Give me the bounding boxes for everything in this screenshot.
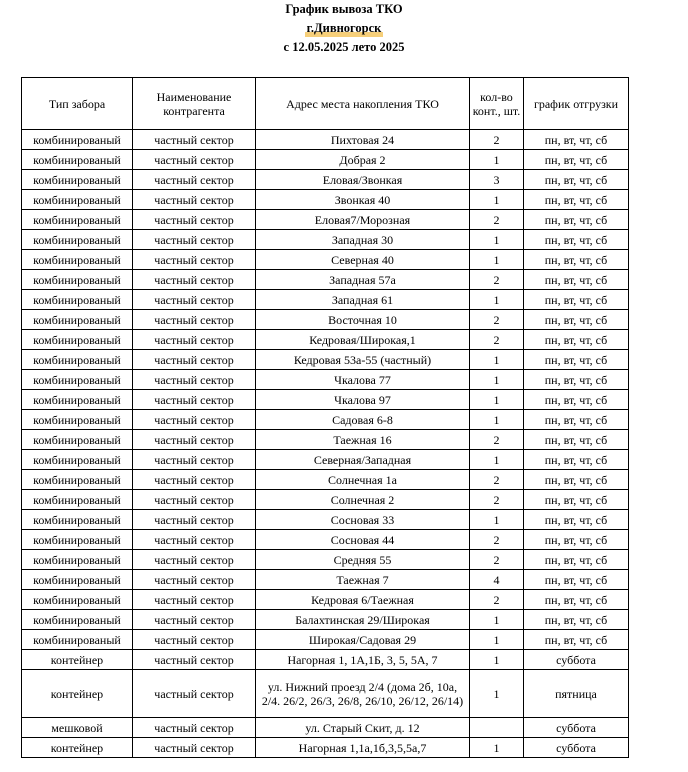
cell-schedule: пн, вт, чт, сб xyxy=(524,410,629,430)
cell-count xyxy=(470,718,524,738)
cell-count: 1 xyxy=(470,610,524,630)
cell-address: Средняя 55 xyxy=(256,550,470,570)
cell-schedule: пн, вт, чт, сб xyxy=(524,210,629,230)
cell-count: 2 xyxy=(470,310,524,330)
cell-schedule: пн, вт, чт, сб xyxy=(524,370,629,390)
cell-count: 1 xyxy=(470,250,524,270)
cell-address: Нагорная 1,1а,1б,3,5,5а,7 xyxy=(256,738,470,758)
document-header xyxy=(0,0,688,57)
cell-address: Нагорная 1, 1А,1Б, 3, 5, 5А, 7 xyxy=(256,650,470,670)
cell-schedule: пн, вт, чт, сб xyxy=(524,450,629,470)
cell-type: комбинированый xyxy=(22,250,133,270)
cell-schedule: пн, вт, чт, сб xyxy=(524,510,629,530)
table-row xyxy=(22,130,629,150)
cell-count: 1 xyxy=(470,230,524,250)
cell-contractor: частный сектор xyxy=(133,370,256,390)
cell-schedule: пн, вт, чт, сб xyxy=(524,270,629,290)
cell-contractor: частный сектор xyxy=(133,290,256,310)
cell-contractor: частный сектор xyxy=(133,210,256,230)
cell-type: комбинированый xyxy=(22,510,133,530)
cell-type: комбинированый xyxy=(22,490,133,510)
cell-type: контейнер xyxy=(22,670,133,718)
table-row xyxy=(22,210,629,230)
cell-contractor: частный сектор xyxy=(133,670,256,718)
cell-address: Кедровая 53а-55 (частный) xyxy=(256,350,470,370)
cell-type: комбинированый xyxy=(22,430,133,450)
column-header-schedule: график отгрузки xyxy=(524,78,629,130)
cell-count: 2 xyxy=(470,470,524,490)
cell-contractor: частный сектор xyxy=(133,590,256,610)
cell-count: 2 xyxy=(470,270,524,290)
cell-schedule: пн, вт, чт, сб xyxy=(524,470,629,490)
cell-address: ул. Нижний проезд 2/4 (дома 2б, 10а, 2/4. 26/2, 26/3, 26/8, 26/10, 26/12, 26/14) xyxy=(256,670,470,718)
cell-schedule: пн, вт, чт, сб xyxy=(524,590,629,610)
table-row xyxy=(22,410,629,430)
cell-type: комбинированый xyxy=(22,630,133,650)
cell-type: комбинированый xyxy=(22,310,133,330)
cell-contractor: частный сектор xyxy=(133,410,256,430)
cell-type: комбинированый xyxy=(22,190,133,210)
cell-count: 2 xyxy=(470,550,524,570)
cell-type: контейнер xyxy=(22,650,133,670)
cell-type: мешковой xyxy=(22,718,133,738)
cell-contractor: частный сектор xyxy=(133,350,256,370)
cell-contractor: частный сектор xyxy=(133,250,256,270)
cell-schedule: пн, вт, чт, сб xyxy=(524,350,629,370)
cell-address: Западная 57а xyxy=(256,270,470,290)
table-row xyxy=(22,150,629,170)
cell-type: комбинированый xyxy=(22,230,133,250)
cell-count: 1 xyxy=(470,510,524,530)
cell-count: 1 xyxy=(470,150,524,170)
cell-type: комбинированый xyxy=(22,410,133,430)
cell-schedule: пн, вт, чт, сб xyxy=(524,430,629,450)
cell-type: комбинированый xyxy=(22,470,133,490)
table-row xyxy=(22,270,629,290)
schedule-table xyxy=(21,77,629,758)
cell-schedule: пн, вт, чт, сб xyxy=(524,250,629,270)
cell-address: Солнечная 2 xyxy=(256,490,470,510)
table-row xyxy=(22,610,629,630)
cell-address: Еловая7/Морозная xyxy=(256,210,470,230)
cell-schedule: пн, вт, чт, сб xyxy=(524,490,629,510)
cell-type: комбинированый xyxy=(22,130,133,150)
cell-count: 1 xyxy=(470,410,524,430)
cell-address: Таежная 16 xyxy=(256,430,470,450)
cell-address: ул. Старый Скит, д. 12 xyxy=(256,718,470,738)
cell-count: 1 xyxy=(470,370,524,390)
cell-address: Садовая 6-8 xyxy=(256,410,470,430)
column-header-type: Тип забора xyxy=(22,78,133,130)
table-row xyxy=(22,530,629,550)
city-text: г.Дивногорск xyxy=(306,21,382,35)
table-row xyxy=(22,670,629,718)
cell-type: комбинированый xyxy=(22,550,133,570)
cell-address: Таежная 7 xyxy=(256,570,470,590)
cell-count: 1 xyxy=(470,738,524,758)
cell-count: 2 xyxy=(470,130,524,150)
table-row xyxy=(22,650,629,670)
cell-type: контейнер xyxy=(22,738,133,758)
cell-contractor: частный сектор xyxy=(133,430,256,450)
cell-schedule: пн, вт, чт, сб xyxy=(524,330,629,350)
cell-address: Восточная 10 xyxy=(256,310,470,330)
cell-address: Кедровая 6/Таежная xyxy=(256,590,470,610)
cell-contractor: частный сектор xyxy=(133,570,256,590)
cell-schedule: пн, вт, чт, сб xyxy=(524,550,629,570)
table-row xyxy=(22,718,629,738)
cell-contractor: частный сектор xyxy=(133,390,256,410)
table-row xyxy=(22,330,629,350)
cell-type: комбинированый xyxy=(22,570,133,590)
cell-address: Звонкая 40 xyxy=(256,190,470,210)
cell-address: Пихтовая 24 xyxy=(256,130,470,150)
table-row xyxy=(22,430,629,450)
table-row xyxy=(22,170,629,190)
cell-count: 1 xyxy=(470,670,524,718)
table-row xyxy=(22,370,629,390)
cell-count: 3 xyxy=(470,170,524,190)
cell-type: комбинированый xyxy=(22,270,133,290)
cell-count: 2 xyxy=(470,430,524,450)
table-row xyxy=(22,510,629,530)
cell-schedule: суббота xyxy=(524,650,629,670)
cell-address: Чкалова 97 xyxy=(256,390,470,410)
table-row xyxy=(22,250,629,270)
cell-type: комбинированый xyxy=(22,390,133,410)
cell-schedule: пятница xyxy=(524,670,629,718)
cell-contractor: частный сектор xyxy=(133,550,256,570)
cell-contractor: частный сектор xyxy=(133,630,256,650)
cell-schedule: пн, вт, чт, сб xyxy=(524,570,629,590)
cell-type: комбинированый xyxy=(22,290,133,310)
cell-contractor: частный сектор xyxy=(133,170,256,190)
cell-address: Добрая 2 xyxy=(256,150,470,170)
cell-contractor: частный сектор xyxy=(133,310,256,330)
column-header-address: Адрес места накопления ТКО xyxy=(256,78,470,130)
cell-address: Северная/Западная xyxy=(256,450,470,470)
cell-contractor: частный сектор xyxy=(133,150,256,170)
document-title: График вывоза ТКО xyxy=(285,2,403,16)
table-row xyxy=(22,290,629,310)
cell-contractor: частный сектор xyxy=(133,650,256,670)
cell-type: комбинированый xyxy=(22,370,133,390)
table-row xyxy=(22,570,629,590)
cell-contractor: частный сектор xyxy=(133,330,256,350)
cell-address: Западная 30 xyxy=(256,230,470,250)
cell-count: 2 xyxy=(470,330,524,350)
cell-contractor: частный сектор xyxy=(133,510,256,530)
cell-type: комбинированый xyxy=(22,530,133,550)
cell-count: 1 xyxy=(470,290,524,310)
cell-type: комбинированый xyxy=(22,150,133,170)
cell-count: 2 xyxy=(470,210,524,230)
cell-schedule: пн, вт, чт, сб xyxy=(524,190,629,210)
table-row xyxy=(22,590,629,610)
cell-count: 2 xyxy=(470,590,524,610)
table-row xyxy=(22,630,629,650)
cell-type: комбинированый xyxy=(22,330,133,350)
cell-address: Сосновая 44 xyxy=(256,530,470,550)
cell-address: Широкая/Садовая 29 xyxy=(256,630,470,650)
cell-schedule: суббота xyxy=(524,718,629,738)
table-header-row xyxy=(22,78,629,130)
cell-contractor: частный сектор xyxy=(133,738,256,758)
cell-address: Чкалова 77 xyxy=(256,370,470,390)
table-row xyxy=(22,550,629,570)
table-row xyxy=(22,450,629,470)
cell-type: комбинированый xyxy=(22,590,133,610)
cell-contractor: частный сектор xyxy=(133,718,256,738)
cell-schedule: пн, вт, чт, сб xyxy=(524,150,629,170)
cell-address: Сосновая 33 xyxy=(256,510,470,530)
period-line: с 12.05.2025 лето 2025 xyxy=(283,40,405,54)
cell-count: 1 xyxy=(470,390,524,410)
table-row xyxy=(22,738,629,758)
cell-schedule: пн, вт, чт, сб xyxy=(524,230,629,250)
table-row xyxy=(22,350,629,370)
cell-address: Солнечная 1а xyxy=(256,470,470,490)
cell-contractor: частный сектор xyxy=(133,470,256,490)
cell-schedule: пн, вт, чт, сб xyxy=(524,530,629,550)
city-line xyxy=(0,19,688,38)
cell-contractor: частный сектор xyxy=(133,490,256,510)
cell-contractor: частный сектор xyxy=(133,610,256,630)
cell-contractor: частный сектор xyxy=(133,190,256,210)
column-header-count: кол-во конт., шт. xyxy=(470,78,524,130)
cell-count: 1 xyxy=(470,450,524,470)
cell-contractor: частный сектор xyxy=(133,230,256,250)
cell-count: 1 xyxy=(470,190,524,210)
cell-count: 1 xyxy=(470,650,524,670)
cell-schedule: пн, вт, чт, сб xyxy=(524,130,629,150)
cell-address: Еловая/Звонкая xyxy=(256,170,470,190)
cell-address: Кедровая/Широкая,1 xyxy=(256,330,470,350)
table-row xyxy=(22,190,629,210)
cell-schedule: пн, вт, чт, сб xyxy=(524,170,629,190)
cell-type: комбинированый xyxy=(22,170,133,190)
table-row xyxy=(22,230,629,250)
cell-schedule: пн, вт, чт, сб xyxy=(524,310,629,330)
table-body xyxy=(22,130,629,758)
table-row xyxy=(22,310,629,330)
cell-count: 1 xyxy=(470,350,524,370)
column-header-contractor: Наименование контрагента xyxy=(133,78,256,130)
cell-count: 1 xyxy=(470,630,524,650)
cell-type: комбинированый xyxy=(22,210,133,230)
cell-contractor: частный сектор xyxy=(133,130,256,150)
cell-address: Балахтинская 29/Широкая xyxy=(256,610,470,630)
cell-type: комбинированый xyxy=(22,610,133,630)
cell-type: комбинированый xyxy=(22,350,133,370)
cell-count: 4 xyxy=(470,570,524,590)
cell-contractor: частный сектор xyxy=(133,530,256,550)
cell-schedule: пн, вт, чт, сб xyxy=(524,390,629,410)
cell-type: комбинированый xyxy=(22,450,133,470)
cell-schedule: пн, вт, чт, сб xyxy=(524,630,629,650)
table-row xyxy=(22,470,629,490)
table-row xyxy=(22,390,629,410)
cell-count: 2 xyxy=(470,530,524,550)
cell-address: Западная 61 xyxy=(256,290,470,310)
cell-schedule: пн, вт, чт, сб xyxy=(524,610,629,630)
cell-address: Северная 40 xyxy=(256,250,470,270)
city-name xyxy=(307,19,382,38)
cell-schedule: суббота xyxy=(524,738,629,758)
cell-contractor: частный сектор xyxy=(133,450,256,470)
cell-schedule: пн, вт, чт, сб xyxy=(524,290,629,310)
cell-count: 2 xyxy=(470,490,524,510)
table-row xyxy=(22,490,629,510)
cell-contractor: частный сектор xyxy=(133,270,256,290)
